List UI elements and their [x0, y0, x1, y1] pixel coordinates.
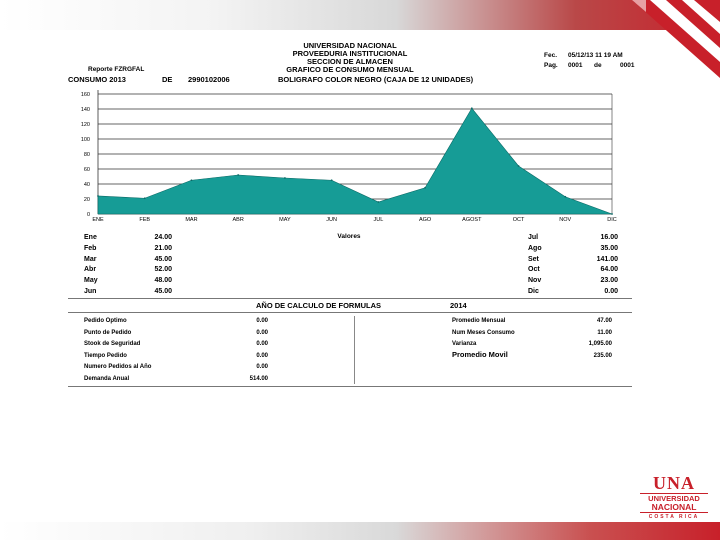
y-tick-label: 20 — [83, 197, 90, 203]
formula-label: Promedio Mensual — [452, 318, 506, 324]
formula-value: 1,095.00 — [588, 341, 612, 348]
header-university: UNIVERSIDAD NACIONAL — [303, 41, 397, 50]
formula-label: Varianza — [452, 341, 477, 348]
fecha-label: Fec. — [544, 52, 558, 59]
formula-label: Punto de Pedido — [84, 329, 132, 336]
formula-label: Pedido Optimo — [84, 318, 127, 324]
formulas-top-rule — [68, 298, 632, 299]
data-point — [191, 179, 193, 181]
x-tick-label: NOV — [559, 217, 572, 223]
formula-label: Num Meses Consumo — [452, 329, 515, 336]
consumo-year: CONSUMO 2013 — [68, 75, 126, 84]
x-tick-label: MAR — [185, 217, 198, 223]
formula-value: 0.00 — [256, 329, 268, 336]
month-label: Ene — [84, 234, 97, 241]
month-value: 64.00 — [600, 266, 618, 274]
formula-value: 0.00 — [256, 318, 268, 324]
data-point — [377, 201, 379, 203]
corner-triangles-decoration — [632, 0, 720, 78]
y-tick-label: 0 — [86, 212, 90, 218]
item-code: 2990102006 — [188, 75, 230, 84]
report-id: Reporte FZRGFAL — [88, 66, 145, 73]
logo-line-nacional: NACIONAL — [651, 502, 697, 512]
month-label: Set — [528, 255, 539, 263]
header-section: SECCION DE ALMACEN — [307, 57, 393, 66]
month-value: 0.00 — [604, 288, 618, 295]
month-label: Abr — [84, 266, 97, 274]
fecha-value: 05/12/13 11 19 AM — [568, 52, 623, 59]
pag-de: de — [594, 62, 602, 69]
x-tick-label: AGO — [418, 217, 432, 223]
y-tick-label: 120 — [80, 122, 90, 128]
month-label: May — [84, 277, 98, 285]
logo-line-country: COSTA RICA — [648, 514, 700, 520]
y-tick-label: 60 — [83, 167, 90, 173]
data-point — [144, 197, 146, 199]
data-point — [564, 196, 566, 198]
x-tick-label: JUN — [326, 217, 337, 223]
university-logo — [636, 474, 712, 518]
month-label: Ago — [528, 244, 542, 252]
formula-value: 47.00 — [596, 318, 612, 324]
header-report-title: GRAFICO DE CONSUMO MENSUAL — [286, 65, 414, 74]
month-value: 24.00 — [154, 234, 172, 241]
month-value: 48.00 — [154, 277, 172, 285]
month-value: 141.00 — [596, 255, 618, 263]
y-tick-label: 140 — [80, 107, 90, 113]
formula-value: 0.00 — [256, 341, 268, 348]
data-point — [237, 174, 239, 176]
formulas-header-rule — [68, 312, 632, 313]
x-tick-label: DIC — [607, 217, 617, 223]
y-tick-label: 40 — [83, 182, 90, 188]
formula-label: Numero Pedidos al Año — [84, 364, 152, 371]
data-point — [97, 195, 99, 197]
pag-label: Pag. — [544, 62, 558, 69]
month-label: Feb — [84, 244, 97, 252]
item-description: BOLIGRAFO COLOR NEGRO (CAJA DE 12 UNIDADES) — [278, 75, 474, 84]
month-label: Jul — [528, 234, 539, 241]
header-proveeduria: PROVEEDURIA INSTITUCIONAL — [292, 49, 408, 58]
data-point — [518, 165, 520, 167]
x-tick-label: ABR — [232, 217, 244, 223]
month-value: 52.00 — [154, 266, 172, 274]
formulas-column-divider — [354, 316, 355, 384]
formula-value: 235.00 — [593, 352, 612, 359]
data-point — [611, 213, 613, 215]
x-tick-label: AGOST — [462, 217, 482, 223]
x-tick-label: MAY — [279, 217, 291, 223]
logo-mark: UNA — [653, 473, 695, 493]
month-value: 16.00 — [600, 234, 618, 241]
month-value: 23.00 — [600, 277, 618, 285]
data-point — [284, 177, 286, 179]
formulas-bottom-rule — [68, 386, 632, 387]
formula-value: 11.00 — [597, 329, 612, 336]
data-point — [471, 107, 473, 109]
month-label: Dic — [528, 288, 539, 295]
data-point — [424, 187, 426, 189]
month-value: 45.00 — [154, 288, 172, 295]
month-label: Jun — [84, 288, 97, 295]
month-label: Nov — [528, 277, 542, 285]
month-label: Mar — [84, 255, 97, 263]
logo-line-universidad: UNIVERSIDAD — [648, 494, 700, 503]
formula-value: 514.00 — [249, 376, 268, 382]
bottom-decorative-band — [0, 522, 720, 540]
formula-label: Demanda Anual — [84, 376, 130, 382]
pag-to: 0001 — [620, 62, 635, 69]
monthly-consumption-chart — [60, 32, 642, 242]
formula-label: Promedio Movil — [452, 349, 508, 359]
month-value: 21.00 — [154, 244, 172, 252]
top-decorative-band — [0, 0, 720, 30]
y-tick-label: 80 — [83, 152, 90, 158]
x-tick-label: ENE — [92, 217, 104, 223]
formula-value: 0.00 — [256, 352, 268, 359]
y-tick-label: 160 — [80, 92, 90, 98]
scanned-report — [60, 32, 642, 398]
x-tick-label: OCT — [512, 217, 525, 223]
formulas-title: AÑO DE CALCULO DE FORMULAS — [256, 301, 381, 310]
formulas-year: 2014 — [450, 301, 467, 310]
data-point — [331, 179, 333, 181]
x-tick-label: JUL — [373, 217, 384, 223]
pag-from: 0001 — [568, 62, 583, 69]
month-label: Oct — [528, 266, 540, 274]
x-tick-label: FEB — [139, 217, 151, 223]
x-axis-label: Valores — [337, 233, 361, 240]
formula-label: Tiempo Pedido — [84, 352, 127, 359]
month-value: 45.00 — [154, 255, 172, 263]
y-tick-label: 100 — [80, 137, 90, 143]
formula-value: 0.00 — [256, 364, 268, 371]
formula-label: Stook de Seguridad — [84, 341, 141, 348]
month-value: 35.00 — [600, 244, 618, 252]
consumo-de: DE — [162, 75, 173, 84]
